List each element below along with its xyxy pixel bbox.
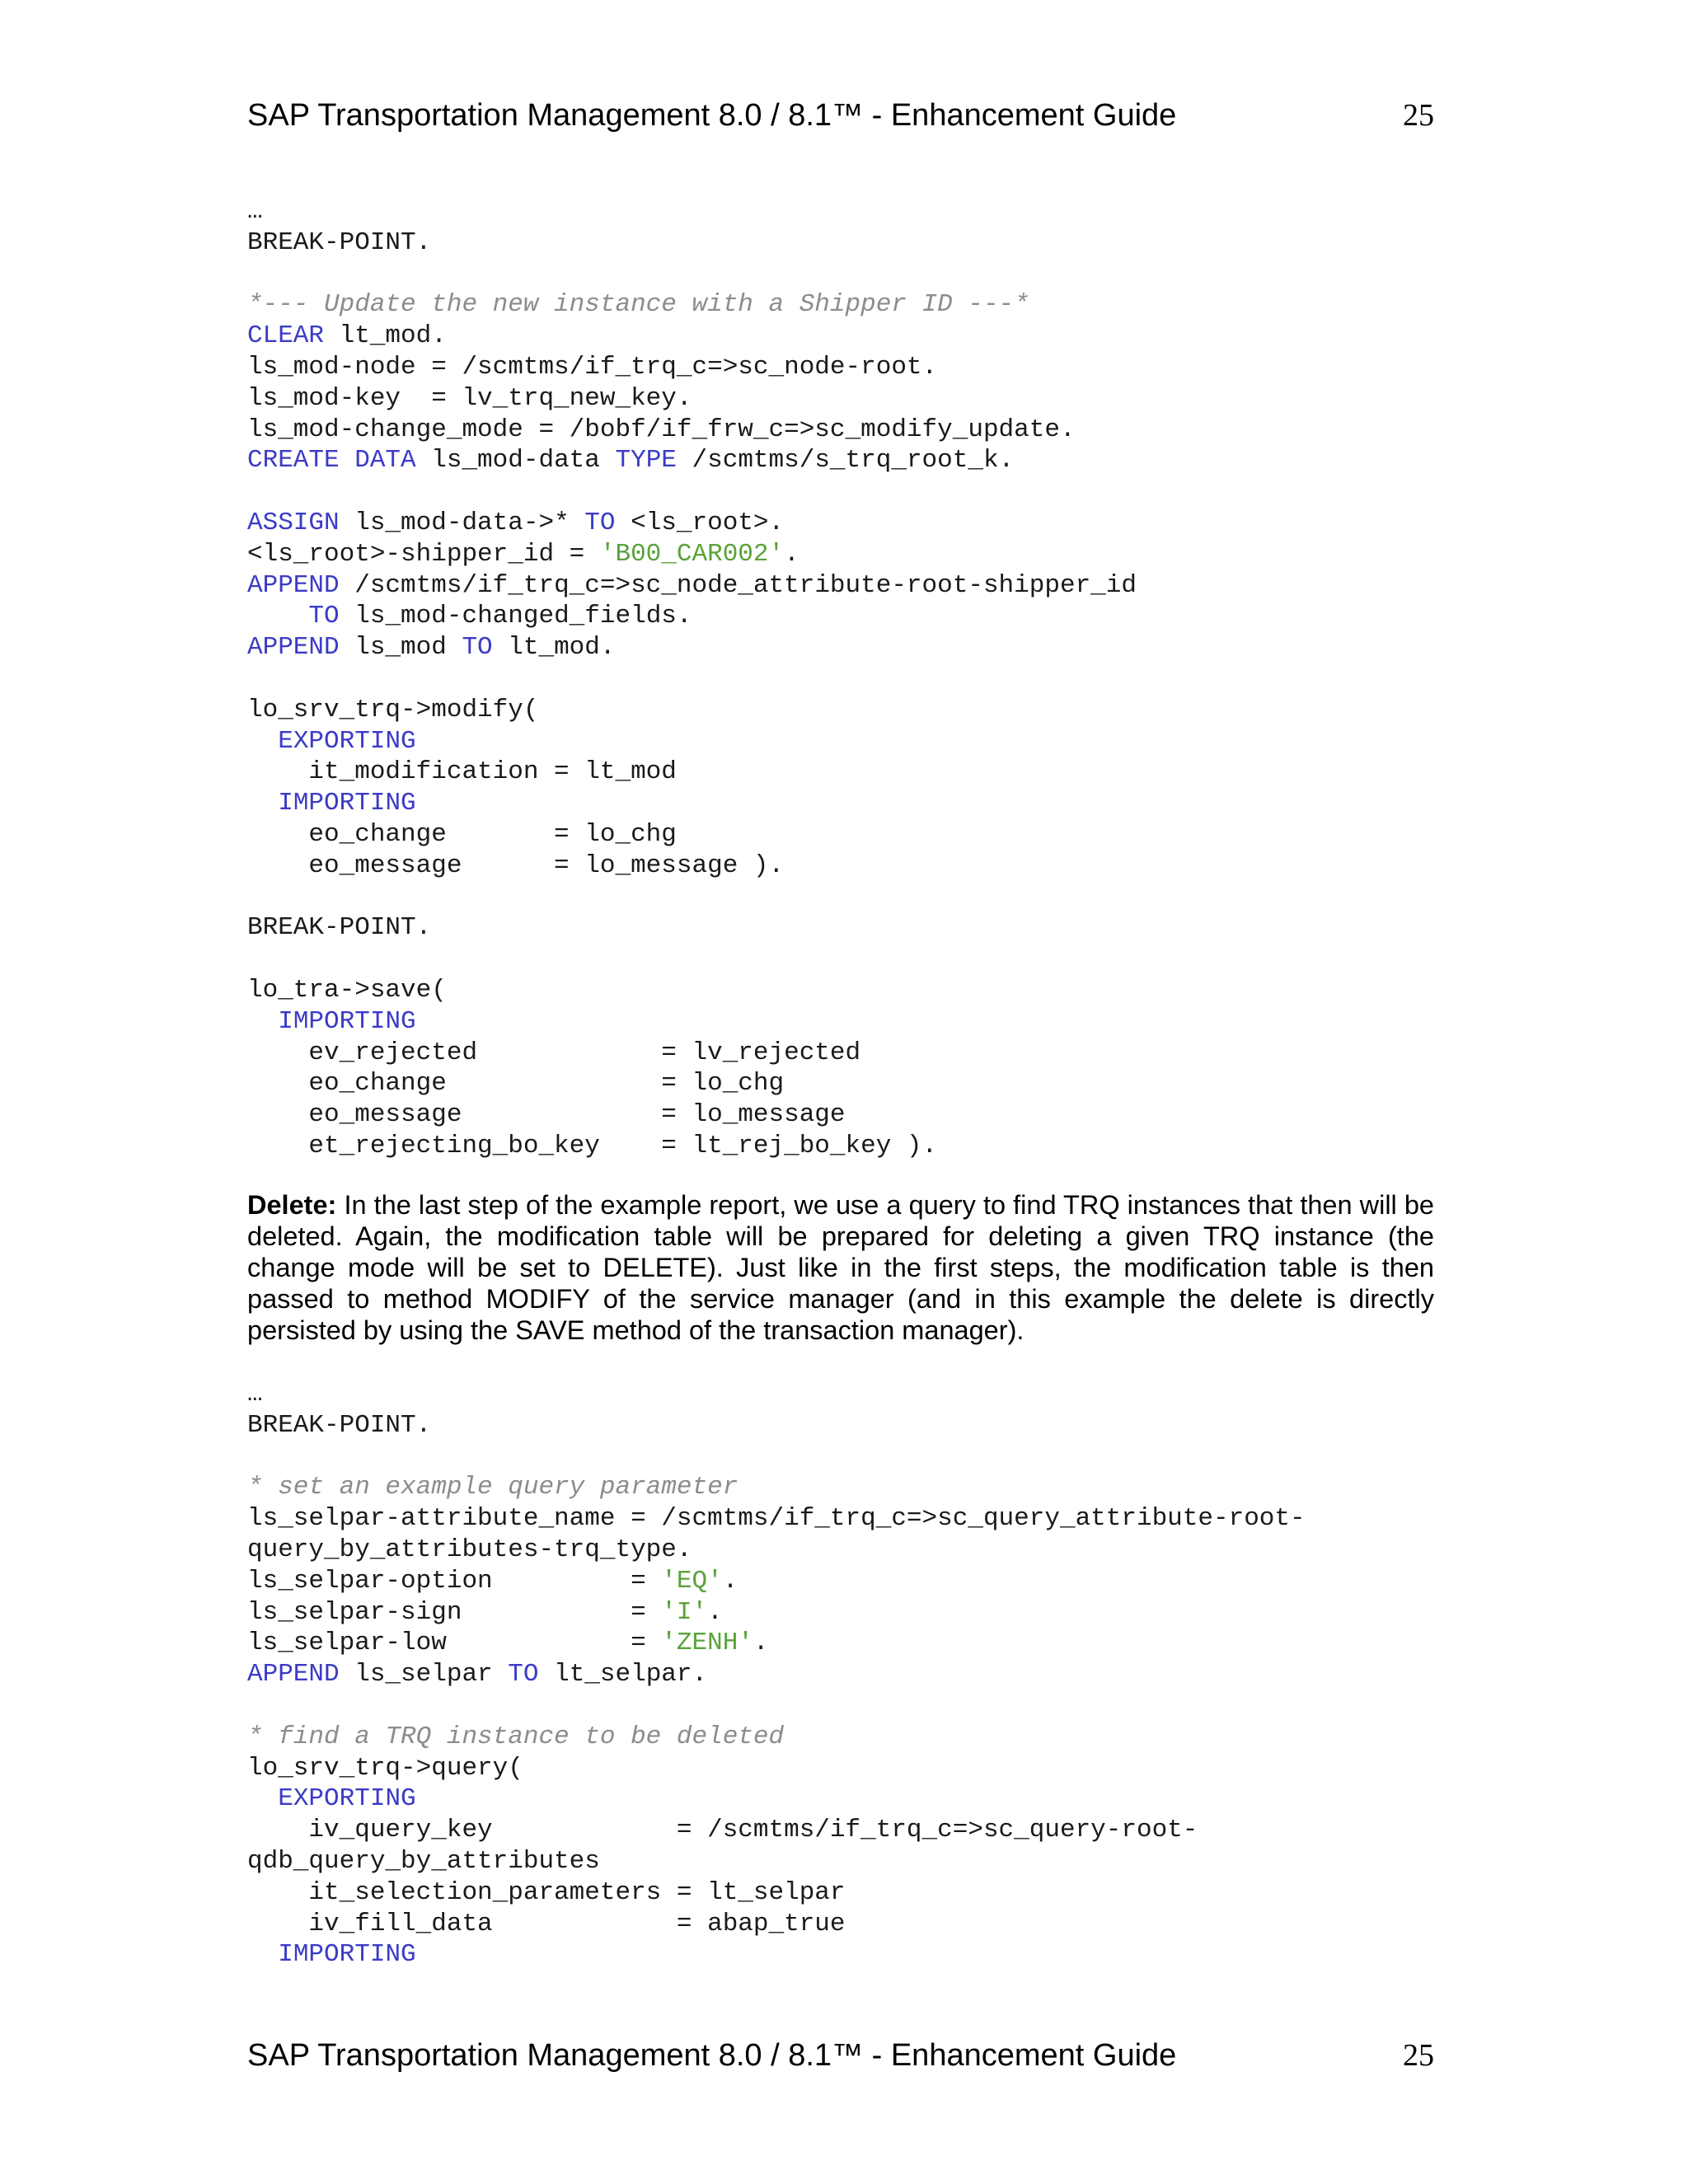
code-keyword: TO bbox=[584, 508, 616, 537]
delete-label: Delete: bbox=[247, 1190, 337, 1220]
code-text: ls_mod-change_mode = /bobf/if_frw_c=>sc_modify_update. bbox=[247, 415, 1076, 444]
code-keyword: APPEND bbox=[247, 633, 340, 663]
code-line bbox=[247, 415, 1566, 446]
code-text bbox=[247, 727, 278, 756]
code-line bbox=[247, 788, 1566, 819]
code-text: ls_selpar-attribute_name = /scmtms/if_trq_c=>sc_query_attribute-root- bbox=[247, 1504, 1306, 1534]
code-text: ls_mod-data bbox=[415, 446, 616, 476]
code-line bbox=[247, 1379, 1566, 1410]
code-line bbox=[247, 1566, 1566, 1597]
code-text: ls_mod-data->* bbox=[339, 508, 585, 537]
code-text: ls_selpar bbox=[339, 1660, 509, 1690]
code-text: /scmtms/if_trq_c=>sc_node_attribute-root-shipper_id bbox=[339, 570, 1137, 600]
code-line bbox=[247, 321, 1566, 352]
code-text: . bbox=[753, 1629, 769, 1658]
code-line bbox=[247, 1472, 1566, 1503]
code-keyword: IMPORTING bbox=[278, 789, 416, 818]
code-line bbox=[247, 1099, 1566, 1131]
code-string: 'ZENH' bbox=[661, 1629, 753, 1658]
code-keyword: TO bbox=[508, 1660, 539, 1690]
code-text: <ls_root>. bbox=[615, 508, 785, 537]
code-text bbox=[247, 1007, 278, 1036]
code-line bbox=[247, 1597, 1566, 1629]
code-string: 'B00_CAR002' bbox=[599, 539, 785, 569]
code-line bbox=[247, 882, 1566, 913]
code-line bbox=[247, 912, 1566, 944]
code-line bbox=[247, 352, 1566, 383]
code-line bbox=[247, 1783, 1566, 1815]
code-line bbox=[247, 445, 1566, 476]
code-line bbox=[247, 1006, 1566, 1038]
code-keyword: TYPE bbox=[615, 446, 677, 476]
code-text: ls_selpar-low = bbox=[247, 1629, 662, 1658]
code-text: it_modification = lt_mod bbox=[247, 757, 677, 787]
code-line bbox=[247, 1068, 1566, 1099]
code-line bbox=[247, 1038, 1566, 1069]
footer-page-number: 25 bbox=[1403, 2038, 1434, 2073]
code-text: lt_mod. bbox=[492, 633, 616, 663]
code-line bbox=[247, 259, 1566, 290]
code-keyword: CREATE DATA bbox=[247, 446, 416, 476]
code-text: qdb_query_by_attributes bbox=[247, 1846, 600, 1876]
code-line bbox=[247, 757, 1566, 788]
page-header bbox=[247, 97, 1434, 134]
code-line bbox=[247, 695, 1566, 726]
code-line bbox=[247, 601, 1566, 632]
code-line bbox=[247, 1846, 1566, 1877]
code-text: ls_selpar-sign = bbox=[247, 1597, 662, 1627]
code-line bbox=[247, 1535, 1566, 1566]
code-text: eo_change = lo_chg bbox=[247, 819, 677, 849]
code-line bbox=[247, 1909, 1566, 1940]
code-line bbox=[247, 944, 1566, 975]
code-text: . bbox=[784, 539, 799, 569]
code-text: BREAK-POINT. bbox=[247, 227, 432, 257]
code-text: <ls_root>-shipper_id = bbox=[247, 539, 600, 569]
code-text bbox=[247, 789, 278, 818]
code-text: ls_selpar-option = bbox=[247, 1566, 662, 1596]
code-text bbox=[247, 602, 308, 630]
code-text: /scmtms/s_trq_root_k. bbox=[676, 446, 1015, 476]
code-text bbox=[247, 1940, 278, 1969]
header-page-number: 25 bbox=[1403, 98, 1434, 133]
code-comment: * find a TRQ instance to be deleted bbox=[247, 1722, 785, 1751]
page-footer bbox=[247, 2037, 1434, 2074]
code-line bbox=[247, 508, 1566, 539]
code-line bbox=[247, 851, 1566, 882]
code-line bbox=[247, 819, 1566, 851]
code-text: iv_fill_data = abap_true bbox=[247, 1909, 846, 1938]
code-text: lo_srv_trq->query( bbox=[247, 1753, 523, 1783]
code-line bbox=[247, 663, 1566, 695]
code-text: eo_message = lo_message bbox=[247, 1100, 846, 1130]
code-line bbox=[247, 632, 1566, 663]
code-line bbox=[247, 726, 1566, 757]
code-text: et_rejecting_bo_key = lt_rej_bo_key ). bbox=[247, 1131, 938, 1160]
code-comment: * set an example query parameter bbox=[247, 1473, 738, 1502]
code-keyword: APPEND bbox=[247, 570, 340, 600]
code-line bbox=[247, 476, 1566, 508]
code-line bbox=[247, 1722, 1566, 1753]
code-text: query_by_attributes-trq_type. bbox=[247, 1535, 692, 1564]
code-keyword: ASSIGN bbox=[247, 508, 340, 537]
code-text: ls_mod-changed_fields. bbox=[339, 602, 692, 631]
code-text: . bbox=[707, 1597, 723, 1627]
code-text: . bbox=[722, 1566, 738, 1596]
code-text: … bbox=[247, 197, 263, 226]
code-text: it_selection_parameters = lt_selpar bbox=[247, 1877, 846, 1907]
code-line bbox=[247, 1131, 1566, 1162]
code-line bbox=[247, 1939, 1566, 1971]
code-line bbox=[247, 1503, 1566, 1535]
delete-paragraph bbox=[247, 1189, 1434, 1346]
code-keyword: TO bbox=[462, 633, 493, 663]
code-block-query-delete bbox=[247, 1379, 1566, 1971]
code-keyword: IMPORTING bbox=[278, 1940, 416, 1970]
code-text: … bbox=[247, 1380, 263, 1408]
code-text: ev_rejected = lv_rejected bbox=[247, 1038, 861, 1067]
code-text: eo_message = lo_message ). bbox=[247, 851, 785, 880]
code-text: ls_mod-node = /scmtms/if_trq_c=>sc_node-root. bbox=[247, 352, 938, 382]
code-line bbox=[247, 570, 1566, 602]
code-keyword: EXPORTING bbox=[278, 1784, 416, 1814]
code-string: 'I' bbox=[661, 1597, 708, 1627]
code-text: BREAK-POINT. bbox=[247, 913, 432, 943]
code-line bbox=[247, 1753, 1566, 1784]
code-line bbox=[247, 975, 1566, 1006]
code-text: lt_selpar. bbox=[538, 1660, 708, 1690]
code-text bbox=[247, 1784, 278, 1813]
code-line bbox=[247, 1877, 1566, 1909]
code-line bbox=[247, 1628, 1566, 1659]
code-text: BREAK-POINT. bbox=[247, 1410, 432, 1440]
code-line bbox=[247, 539, 1566, 570]
code-text: lo_srv_trq->modify( bbox=[247, 695, 539, 724]
code-line bbox=[247, 1815, 1566, 1846]
code-text: ls_mod-key = lv_trq_new_key. bbox=[247, 383, 692, 413]
code-keyword: APPEND bbox=[247, 1660, 340, 1690]
code-text: lt_mod. bbox=[324, 321, 447, 351]
code-comment: *--- Update the new instance with a Shipper ID ---* bbox=[247, 290, 1029, 320]
code-line bbox=[247, 1410, 1566, 1441]
code-keyword: IMPORTING bbox=[278, 1006, 416, 1036]
code-keyword: TO bbox=[308, 602, 340, 631]
code-line bbox=[247, 289, 1566, 321]
code-string: 'EQ' bbox=[661, 1566, 723, 1596]
code-keyword: EXPORTING bbox=[278, 726, 416, 756]
code-text: iv_query_key = /scmtms/if_trq_c=>sc_query-root- bbox=[247, 1816, 1198, 1845]
code-line bbox=[247, 1690, 1566, 1722]
code-text: lo_tra->save( bbox=[247, 975, 447, 1005]
footer-title: SAP Transportation Management 8.0 / 8.1™ - Enhancement Guide bbox=[247, 2038, 1177, 2073]
code-keyword: CLEAR bbox=[247, 321, 325, 351]
code-line bbox=[247, 1441, 1566, 1473]
code-line bbox=[247, 1659, 1566, 1690]
code-line bbox=[247, 383, 1566, 415]
code-block-modify-save bbox=[247, 196, 1566, 1162]
code-text: ls_mod bbox=[339, 633, 462, 663]
code-line bbox=[247, 227, 1566, 259]
code-text: eo_change = lo_chg bbox=[247, 1069, 785, 1099]
code-line bbox=[247, 196, 1566, 227]
header-title: SAP Transportation Management 8.0 / 8.1™ - Enhancement Guide bbox=[247, 98, 1177, 133]
delete-text: In the last step of the example report, we use a query to find TRQ instances that then will be deleted. Again, the modification table will be prepared for deleting a given TRQ instance (the change mode will be set to DELETE). Just like in the first steps, the modification table is then passed to method MODIFY of the service manager (and in this example the delete is directly persisted by using the SAVE method of the transaction manager). bbox=[247, 1190, 1434, 1345]
